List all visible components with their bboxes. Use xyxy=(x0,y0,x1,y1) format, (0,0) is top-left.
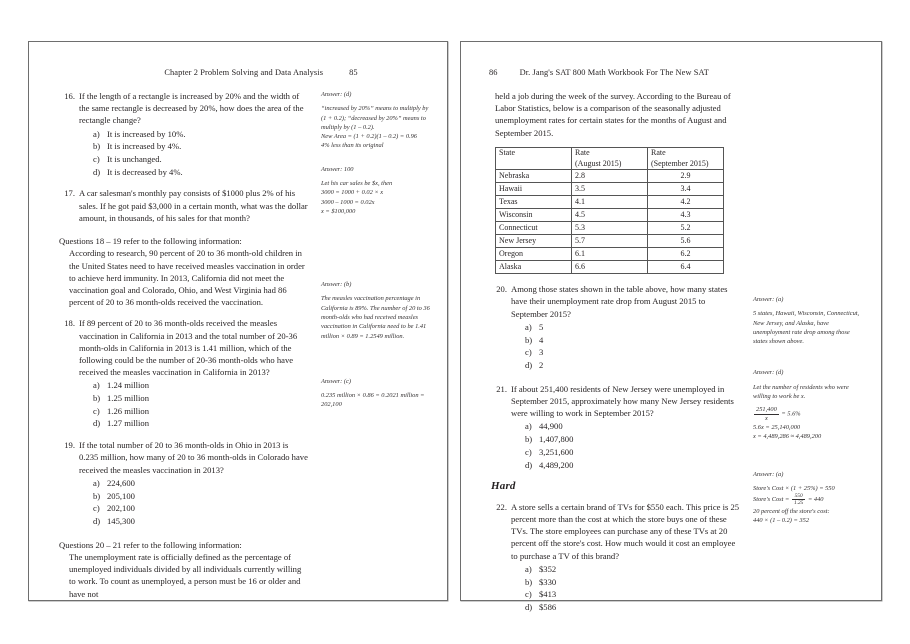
info-block-20-21 xyxy=(59,539,309,600)
choice[interactable] xyxy=(93,153,309,166)
question-19 xyxy=(59,439,309,527)
question-21-text: If about 251,400 residents of New Jersey were unemployed in September 2015, approximately how many New Jersey residents were willing to work in September 2015? xyxy=(511,383,734,419)
question-16-text: If the length of a rectangle is increased by 20% and the width of the same rectangle is decreased by 20%, how does the area of the rectangle change? xyxy=(79,91,304,126)
choice-text: 224,600 xyxy=(107,477,135,488)
cell-september: 5.6 xyxy=(648,235,724,248)
info-block-18-19 xyxy=(59,235,309,308)
choice-letter: c) xyxy=(525,589,532,600)
choice-letter: c) xyxy=(93,405,100,416)
page-number-left: 85 xyxy=(349,68,358,77)
cell-august: 6.1 xyxy=(572,248,648,261)
cell-september: 6.2 xyxy=(648,248,724,261)
choice-text: 145,300 xyxy=(107,515,135,526)
choice[interactable] xyxy=(93,477,309,490)
header-rate-august-line1: Rate xyxy=(575,148,590,158)
choice[interactable] xyxy=(93,140,309,153)
table-header-row xyxy=(496,147,724,169)
question-20-text: Among those states shown in the table above, how many states have their unemployment rate drop from August 2015 to September 2015? xyxy=(511,284,728,319)
question-22-number: 22. xyxy=(496,501,507,512)
answer-19-line-1: 0.235 million × 0.86 = 0.2021 million = 202,100 xyxy=(321,392,425,409)
chapter-title: Chapter 2 Problem Solving and Data Analysis xyxy=(164,68,324,77)
choice[interactable] xyxy=(525,359,741,372)
choice-text: 1.26 million xyxy=(107,405,150,416)
choice-text: $413 xyxy=(539,589,557,600)
answer-21-line-2: 5.6x = 25,140,000 xyxy=(753,423,801,431)
choice-text: 3 xyxy=(539,347,544,358)
choice[interactable] xyxy=(93,392,309,405)
choice[interactable] xyxy=(93,405,309,418)
choice-letter: a) xyxy=(525,321,532,332)
choice[interactable] xyxy=(525,334,741,347)
choice-text: It is unchanged. xyxy=(107,154,162,165)
cell-september: 6.4 xyxy=(648,261,724,274)
answer-22-fraction xyxy=(792,493,805,506)
answer-16 xyxy=(321,90,431,151)
choice-text: 1.24 million xyxy=(107,380,150,391)
header-rate-august-line2: (August 2015) xyxy=(575,158,622,168)
unemployment-rate-table xyxy=(495,147,724,274)
choice-letter: c) xyxy=(93,154,100,165)
info-body-18-19: According to research, 90 percent of 20 to 36 month-old children in the United States need to have received measles vaccination in order to achieve herd immunity. In 2013, California did not meet the vaccination goal and Colorado, Ohio, and West Virginia had 86 percent of 20 to 36 month-olds received the vaccination. xyxy=(69,248,305,308)
choice-text: It is increased by 10%. xyxy=(107,128,186,139)
choice-letter: b) xyxy=(525,576,533,587)
question-19-choices xyxy=(93,477,309,528)
choice-text: $586 xyxy=(539,602,557,613)
answer-17 xyxy=(321,165,431,216)
choice-letter: a) xyxy=(525,421,532,432)
question-21-choices xyxy=(525,420,741,471)
choice-letter: b) xyxy=(93,393,101,404)
choice-text: 4,489,200 xyxy=(539,459,574,470)
choice-letter: b) xyxy=(93,490,101,501)
choice-text: 1,407,800 xyxy=(539,434,574,445)
answer-16-line-1: “increased by 20%” means to multiply by (1 + 0.2); “decreased by 20%” means to multiply by (1 – 0.2). xyxy=(321,105,429,131)
choice[interactable] xyxy=(93,166,309,179)
header-rate-september xyxy=(648,147,724,169)
question-20-choices xyxy=(525,321,741,372)
choice-text: $352 xyxy=(539,563,557,574)
page-number-right: 86 xyxy=(489,68,498,77)
question-18 xyxy=(59,317,309,430)
answer-22-line-2-prefix: Store's Cost = xyxy=(753,496,791,504)
cell-august: 2.8 xyxy=(572,170,648,183)
choice-letter: d) xyxy=(93,418,101,429)
cell-state: Wisconsin xyxy=(496,209,572,222)
answer-20-line-1: 5 states, Hawaii, Wisconsin, Connecticut, New Jersey, and Alaska, have unemployment rate drop among those states shown above. xyxy=(753,310,860,346)
table-row xyxy=(496,248,724,261)
info-lead-18-19: Questions 18 – 19 refer to the following information: xyxy=(59,236,242,247)
choice-text: 4 xyxy=(539,334,544,345)
choice-text: 1.25 million xyxy=(107,393,150,404)
cell-august: 4.1 xyxy=(572,196,648,209)
answer-22-line-3: 20 percent off the store's cost: xyxy=(753,507,830,515)
cell-august: 3.5 xyxy=(572,183,648,196)
table-row xyxy=(496,183,724,196)
question-19-number: 19. xyxy=(64,440,75,451)
answer-22-label: Answer: (a) xyxy=(753,470,784,478)
choice-text: 205,100 xyxy=(107,490,135,501)
cell-state: Nebraska xyxy=(496,170,572,183)
choice-text: 3,251,600 xyxy=(539,446,574,457)
cell-august: 6.6 xyxy=(572,261,648,274)
info-lead-20-21: Questions 20 – 21 refer to the following information: xyxy=(59,539,242,550)
fraction-numerator: 550 xyxy=(792,493,805,500)
choice-text: 44,900 xyxy=(539,421,563,432)
cell-state: Connecticut xyxy=(496,222,572,235)
answer-20-label: Answer: (a) xyxy=(753,296,784,303)
answer-21-line-1: Let the number of residents who were willing to work be x. xyxy=(753,383,849,400)
choice-letter: b) xyxy=(93,141,101,152)
choice-text: It is decreased by 4%. xyxy=(107,166,183,177)
cell-state: New Jersey xyxy=(496,235,572,248)
choice[interactable] xyxy=(93,515,309,528)
answer-18-line-1: The measles vaccination percentage in California is 89%. The number of 20 to 36 month-olds who had received measles vaccination in California need to be 1.41 million × 0.89 = 1.2549 million. xyxy=(321,295,430,340)
header-state xyxy=(496,147,572,169)
left-main-column xyxy=(59,90,309,609)
choice[interactable] xyxy=(525,576,741,589)
choice-letter: c) xyxy=(93,503,100,514)
choice[interactable] xyxy=(93,502,309,515)
answer-21 xyxy=(753,368,863,441)
answer-21-fraction xyxy=(754,406,779,422)
answer-16-label: Answer: (d) xyxy=(321,91,352,98)
choice[interactable] xyxy=(93,417,309,430)
choice-text: 5 xyxy=(539,321,544,332)
choice-text: $330 xyxy=(539,576,557,587)
choice[interactable] xyxy=(525,601,741,614)
fraction-denominator: 1.25 xyxy=(793,500,804,507)
question-20 xyxy=(491,283,741,371)
choice[interactable] xyxy=(525,433,741,446)
fraction-numerator: 251,400 xyxy=(756,406,777,414)
answer-17-line-4: x = $100,000 xyxy=(321,207,356,215)
answer-22-line-1: Store's Cost × (1 + 25%) = 550 xyxy=(753,484,835,492)
choice[interactable] xyxy=(525,346,741,359)
choice-letter: a) xyxy=(93,380,100,391)
choice-letter: d) xyxy=(525,360,533,371)
cell-august: 5.3 xyxy=(572,222,648,235)
answer-22 xyxy=(753,470,863,526)
question-17-number: 17. xyxy=(64,188,75,199)
answer-17-line-3: 3000 – 1000 = 0.02x xyxy=(321,198,375,206)
choice[interactable] xyxy=(525,446,741,459)
cell-september: 3.4 xyxy=(648,183,724,196)
answer-22-line-4: 440 × (1 – 0.2) = 352 xyxy=(753,516,810,524)
choice-text: 2 xyxy=(539,360,544,371)
running-head-right xyxy=(489,68,709,77)
page-right xyxy=(460,41,882,613)
header-rate-september-line1: Rate xyxy=(651,148,666,158)
right-answer-column xyxy=(753,90,863,537)
question-16-number: 16. xyxy=(64,91,75,101)
choice-letter: c) xyxy=(525,446,532,457)
question-16 xyxy=(59,90,309,178)
answer-18 xyxy=(321,280,431,341)
question-16-choices xyxy=(93,128,309,179)
choice-text: It is increased by 4%. xyxy=(107,141,182,152)
answer-18-label: Answer: (b) xyxy=(321,281,352,289)
info-body-20-21: The unemployment rate is officially defined as the percentage of unemployed individuals divided by all individuals currently willing to work. To count as unemployed, a person must be 16 or older and have not xyxy=(69,551,302,599)
answer-16-line-3: 4% less than its original xyxy=(321,142,384,150)
answer-22-line-2 xyxy=(753,493,863,506)
right-main-column xyxy=(491,90,741,623)
choice[interactable] xyxy=(525,420,741,433)
question-21 xyxy=(491,383,741,471)
question-17-text: A car salesman's monthly pay consists of $1000 plus 2% of his sales. If he got paid $3,000 in a certain month, what was the dollar amount, in thousands, of his sales for that month? xyxy=(79,188,308,223)
left-answer-column xyxy=(321,90,431,422)
question-18-text: If 89 percent of 20 to 36 month-olds received the measles vaccination in California in 2013 and the total number of 20-36 month-olds in California in 2013 is 1.41 million, which of the following could be the number of 20-36 month-olds who have received the measles vaccination in California in 2013? xyxy=(79,318,298,378)
cell-september: 5.2 xyxy=(648,222,724,235)
answer-21-line-3: x = 4,489,286 ≈ 4,489,200 xyxy=(753,433,822,441)
answer-21-label: Answer: (d) xyxy=(753,369,784,377)
answer-16-line-2: New Area = (1 + 0.2)(1 – 0.2) = 0.96 xyxy=(321,133,418,141)
answer-20 xyxy=(753,295,863,346)
table-row xyxy=(496,209,724,222)
header-rate-august xyxy=(572,147,648,169)
table-row xyxy=(496,222,724,235)
table-row xyxy=(496,170,724,183)
question-18-number: 18. xyxy=(64,318,75,329)
answer-21-fraction-equals: = 5.6% xyxy=(781,410,801,418)
choice-letter: d) xyxy=(93,515,101,526)
choice[interactable] xyxy=(525,321,741,334)
choice[interactable] xyxy=(525,588,741,601)
choice[interactable] xyxy=(525,563,741,576)
page-left xyxy=(28,41,448,601)
choice[interactable] xyxy=(93,128,309,141)
choice-letter: a) xyxy=(93,477,100,488)
cell-august: 5.7 xyxy=(572,235,648,248)
question-21-number: 21. xyxy=(496,383,507,394)
choice-letter: a) xyxy=(93,128,100,139)
choice-letter: a) xyxy=(525,563,532,574)
cell-september: 4.2 xyxy=(648,196,724,209)
answer-17-label: Answer: 100 xyxy=(321,165,354,173)
answer-19 xyxy=(321,377,431,410)
cell-state: Alaska xyxy=(496,261,572,274)
cell-state: Hawaii xyxy=(496,183,572,196)
choice-letter: d) xyxy=(93,166,101,177)
question-22 xyxy=(491,501,741,614)
choice-letter: b) xyxy=(525,334,533,345)
header-rate-september-line2: (September 2015) xyxy=(651,158,709,168)
fraction-denominator: x xyxy=(764,414,768,422)
choice[interactable] xyxy=(525,459,741,472)
question-18-choices xyxy=(93,379,309,430)
choice-letter: c) xyxy=(525,347,532,358)
choice-text: 1.27 million xyxy=(107,418,150,429)
section-heading-hard: Hard xyxy=(491,480,516,493)
header-state-line1: State xyxy=(499,148,515,158)
answer-17-line-2: 3000 = 1000 + 0.02 × x xyxy=(321,189,384,197)
answer-19-label: Answer: (c) xyxy=(321,377,351,385)
question-22-text: A store sells a certain brand of TVs for $550 each. This price is 25 percent more than the cost at which the store buys one of these TVs. The store employees can purchase any of these TVs at 20 percent off the store's cost. How much would it cost an employee to purchase a TV of this brand? xyxy=(511,501,740,561)
running-head-left xyxy=(29,68,447,77)
question-19-text: If the total number of 20 to 36 month-olds in Ohio in 2013 is 0.235 million, how many of 20 to 36 month-olds in Colorado have received the measles vaccination in 2013? xyxy=(79,440,308,475)
table-row xyxy=(496,196,724,209)
answer-21-fraction-row xyxy=(753,406,863,422)
question-20-number: 20. xyxy=(496,284,507,295)
choice[interactable] xyxy=(93,490,309,503)
choice-text: 202,100 xyxy=(107,503,135,514)
question-17 xyxy=(59,187,309,224)
cell-state: Oregon xyxy=(496,248,572,261)
question-22-choices xyxy=(525,563,741,614)
cell-september: 2.9 xyxy=(648,170,724,183)
intro-continued: held a job during the week of the survey. According to the Bureau of Labor Statistics, below is a comparison of the seasonally adjusted unemployment rates for certain states for the months of August and September 2015. xyxy=(495,91,731,138)
answer-22-line-2-suffix: = 440 xyxy=(806,496,824,504)
choice-letter: d) xyxy=(525,459,533,470)
answer-17-line-1: Let his car sales be $x, then xyxy=(321,179,393,187)
cell-september: 4.3 xyxy=(648,209,724,222)
table-row xyxy=(496,261,724,274)
table-row xyxy=(496,235,724,248)
book-title: Dr. Jang's SAT 800 Math Workbook For The New SAT xyxy=(519,68,709,77)
choice-letter: d) xyxy=(525,602,533,613)
table-body xyxy=(496,170,724,274)
cell-august: 4.5 xyxy=(572,209,648,222)
cell-state: Texas xyxy=(496,196,572,209)
choice[interactable] xyxy=(93,379,309,392)
choice-letter: b) xyxy=(525,434,533,445)
